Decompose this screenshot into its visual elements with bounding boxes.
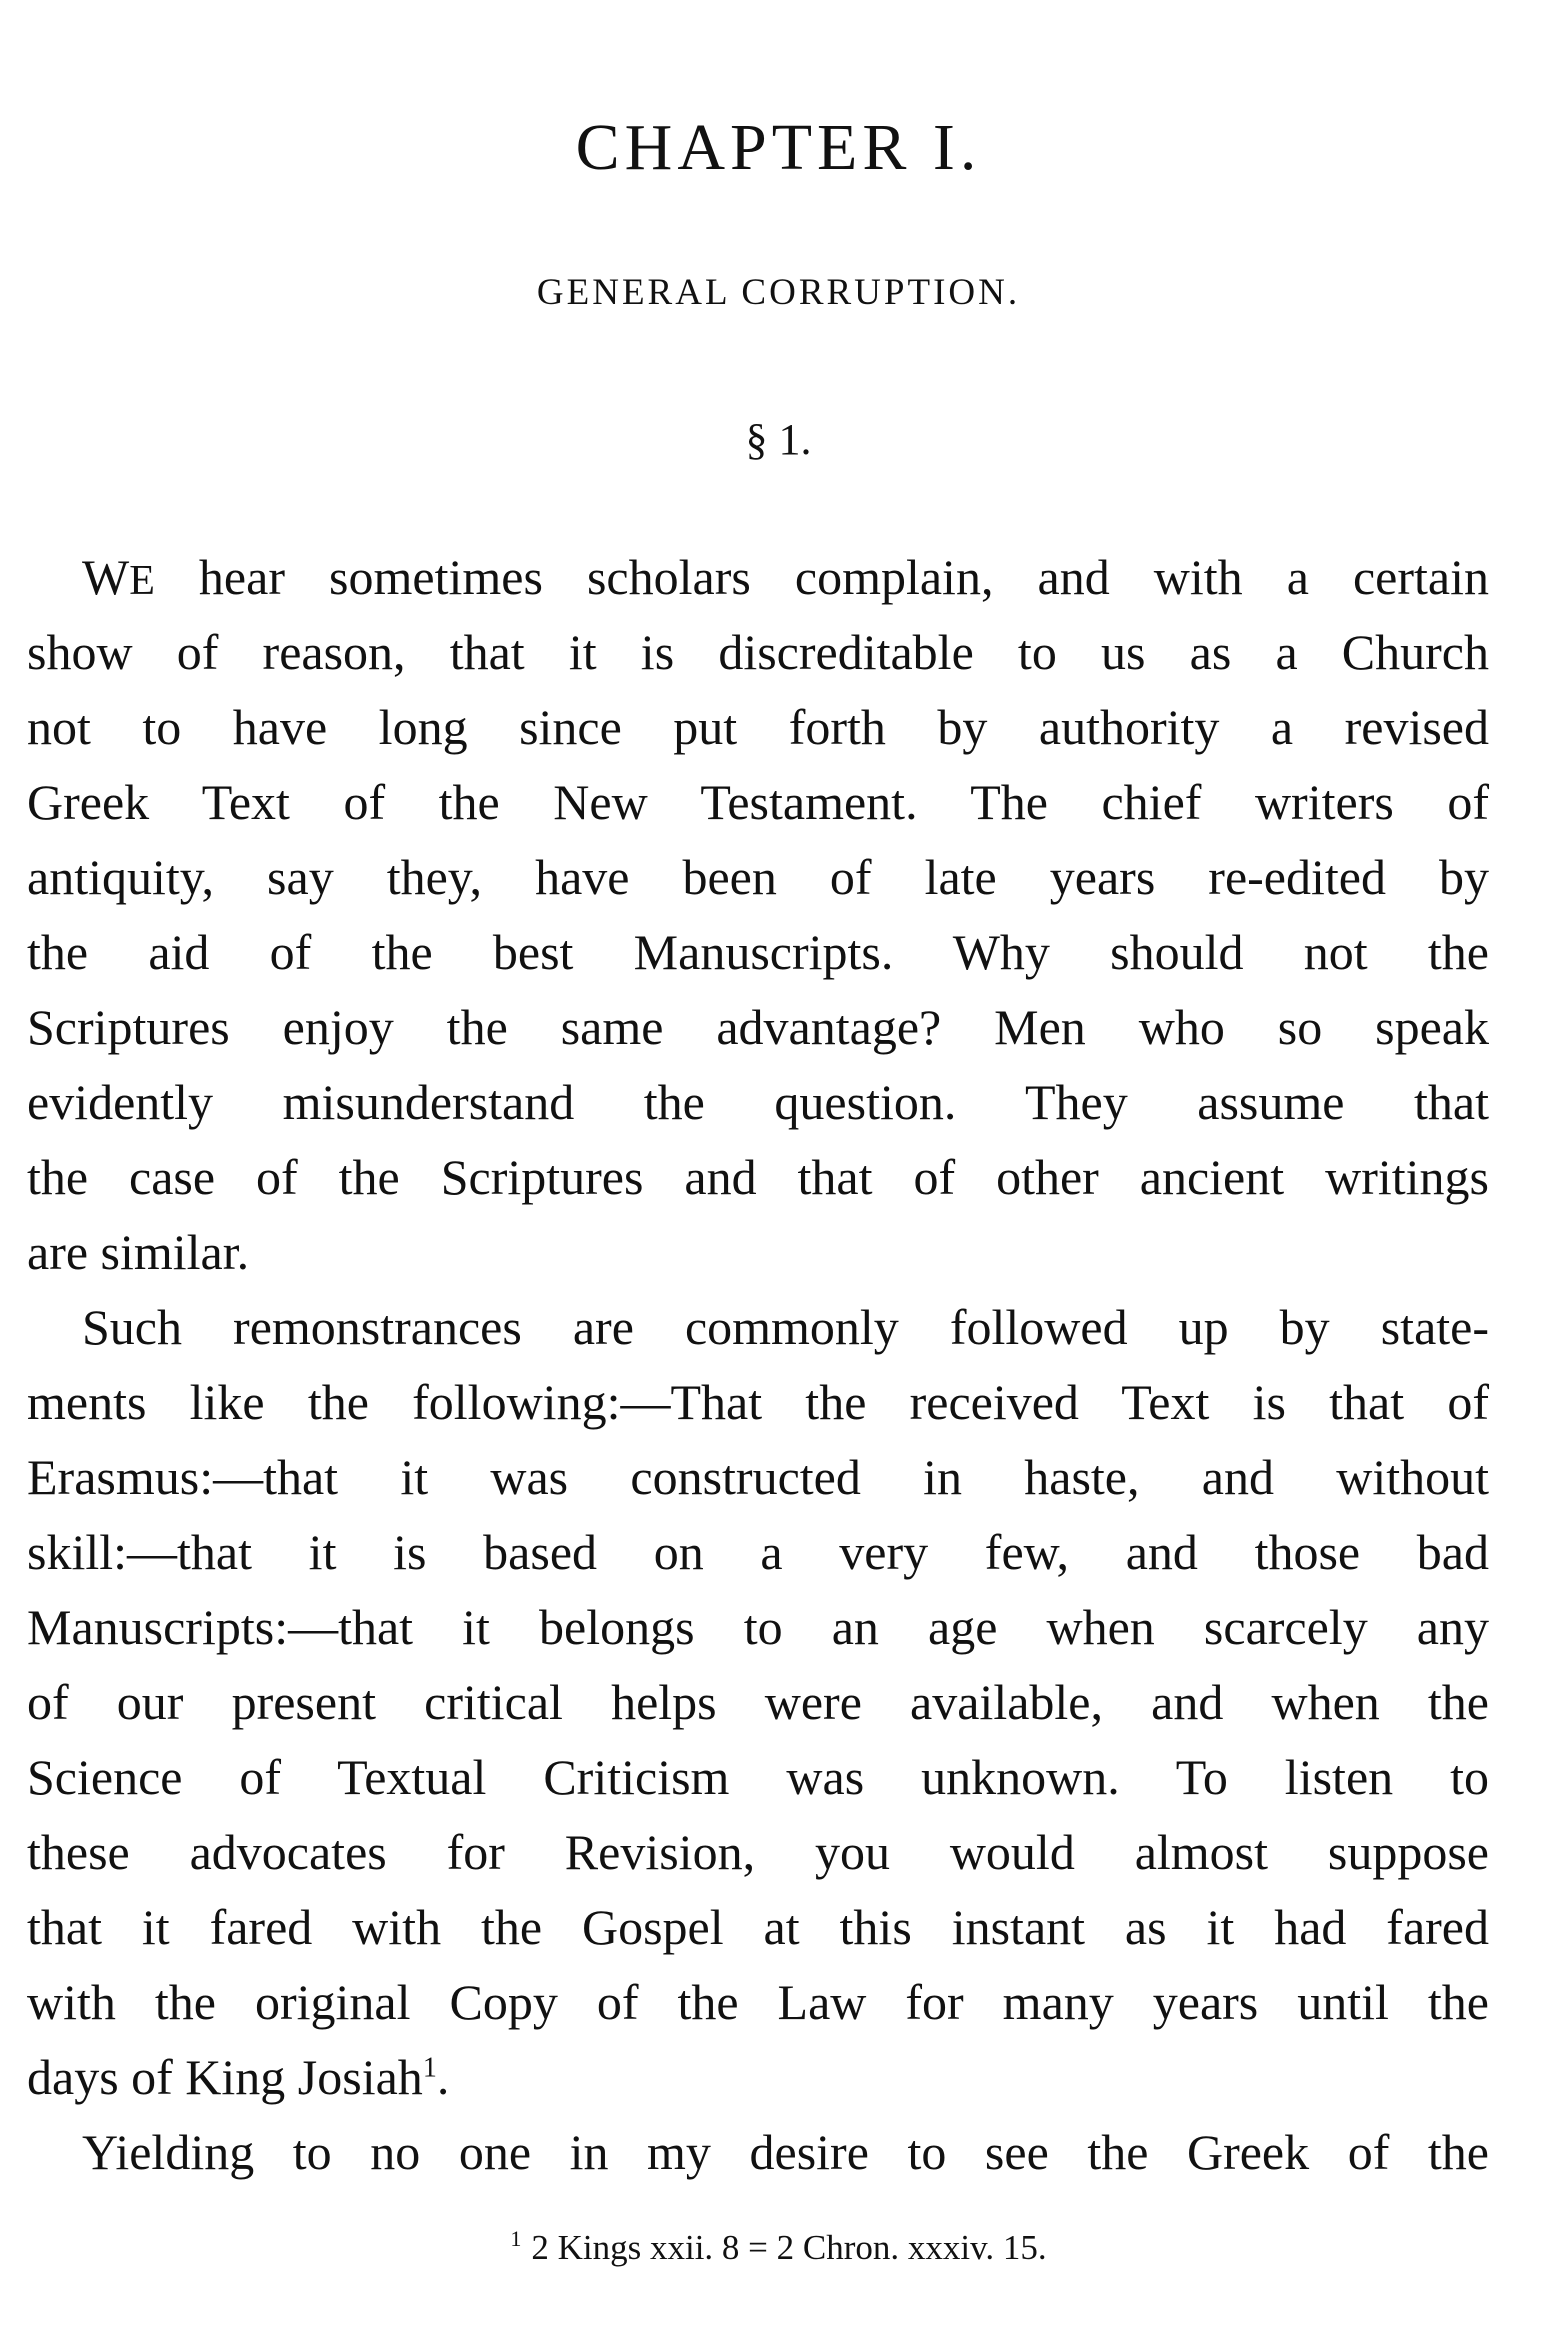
text-line: Such remonstrances are commonly followed up by state- (82, 1299, 1489, 1355)
text-line: not to have long since put forth by authority a revised (27, 699, 1489, 755)
text-line: the aid of the best Manuscripts. Why should not the (27, 924, 1489, 980)
footnote-marker: 1 (510, 2226, 522, 2252)
chapter-subtitle: GENERAL CORRUPTION. (536, 272, 1021, 313)
footnote (0, 2225, 1557, 2271)
section-number: § 1. (745, 415, 812, 464)
text-line: Scriptures enjoy the same advantage? Men who so speak (27, 999, 1489, 1055)
text-line: show of reason, that it is discreditable to us as a Church (27, 624, 1489, 680)
paragraph-1-line-1-text: hear sometimes scholars complain, and with a certain (154, 549, 1489, 605)
paragraph-2-last-line-text: days of King Josiah (27, 2049, 423, 2105)
text-line: ments like the following:—That the received Text is that of (27, 1374, 1489, 1430)
text-line: the case of the Scriptures and that of other ancient writings (27, 1149, 1489, 1205)
text-line: evidently misunderstand the question. They assume that (27, 1074, 1489, 1130)
text-line: Greek Text of the New Testament. The chief writers of (27, 774, 1489, 830)
text-line: Yielding to no one in my desire to see the Greek of the (82, 2124, 1489, 2180)
drop-initial: W (82, 549, 130, 605)
body-text (27, 540, 1489, 2190)
text-line: skill:—that it is based on a very few, and those bad (27, 1524, 1489, 1580)
chapter-title: CHAPTER I. (575, 111, 982, 184)
text-line: Erasmus:—that it was constructed in haste, and without (27, 1449, 1489, 1505)
text-line: that it fared with the Gospel at this instant as it had fared (27, 1899, 1489, 1955)
footnote-text: 2 Kings xxii. 8 = 2 Chron. xxxiv. 15. (531, 2228, 1047, 2267)
text-line: of our present critical helps were available, and when the (27, 1674, 1489, 1730)
footnote-reference: 1 (422, 2052, 437, 2084)
text-line: are similar. (27, 1224, 250, 1280)
paragraph-2-last-line (27, 2040, 1489, 2115)
text-line: Science of Textual Criticism was unknown. To listen to (27, 1749, 1489, 1805)
text-line: antiquity, say they, have been of late years re-edited by (27, 849, 1489, 905)
text-line: Manuscripts:—that it belongs to an age when scarcely any (27, 1599, 1489, 1655)
paragraph-2-last-line-end: . (436, 2049, 450, 2105)
paragraph-1-line-1 (27, 540, 1489, 615)
text-line: these advocates for Revision, you would almost suppose (27, 1824, 1489, 1880)
text-line: with the original Copy of the Law for many years until the (27, 1974, 1489, 2030)
lead-word-rest: E (129, 558, 155, 604)
